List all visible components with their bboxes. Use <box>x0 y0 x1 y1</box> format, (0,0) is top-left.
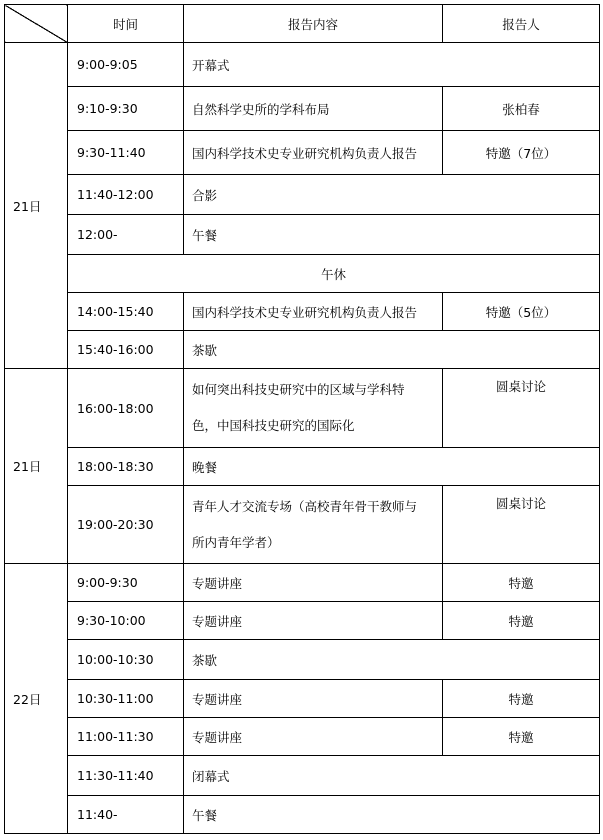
time-cell: 9:10-9:30 <box>68 87 184 131</box>
table-row <box>5 331 600 369</box>
time-cell: 9:00-9:05 <box>68 43 184 87</box>
speaker-cell: 圆桌讨论 <box>443 486 600 564</box>
content-line: 如何突出科技史研究中的区域与学科特 <box>192 382 405 397</box>
table-row <box>5 602 600 640</box>
content-cell: 晚餐 <box>184 448 600 486</box>
noon-break-label: 午休 <box>68 255 600 293</box>
time-cell: 19:00-20:30 <box>68 486 184 564</box>
day-label: 21日 <box>5 369 68 564</box>
time-cell: 10:00-10:30 <box>68 640 184 680</box>
time-cell: 12:00- <box>68 215 184 255</box>
speaker-cell: 特邀（7位） <box>443 131 600 175</box>
content-cell: 专题讲座 <box>184 564 443 602</box>
time-cell: 9:30-10:00 <box>68 602 184 640</box>
content-cell <box>184 369 443 448</box>
content-cell: 专题讲座 <box>184 680 443 718</box>
speaker-cell: 特邀（5位） <box>443 293 600 331</box>
content-line: 所内青年学者） <box>192 534 280 550</box>
speaker-cell: 圆桌讨论 <box>443 369 600 448</box>
table-row <box>5 718 600 756</box>
table-row <box>5 215 600 255</box>
content-cell <box>184 486 443 564</box>
table-row <box>5 293 600 331</box>
table-row <box>5 486 600 564</box>
time-cell: 18:00-18:30 <box>68 448 184 486</box>
time-cell: 15:40-16:00 <box>68 331 184 369</box>
content-cell: 专题讲座 <box>184 718 443 756</box>
table-row <box>5 680 600 718</box>
time-cell: 11:30-11:40 <box>68 756 184 796</box>
speaker-cell: 张柏春 <box>443 87 600 131</box>
content-cell: 自然科学史所的学科布局 <box>184 87 443 131</box>
noon-break-row <box>5 255 600 293</box>
content-cell: 国内科学技术史专业研究机构负责人报告 <box>184 293 443 331</box>
content-cell: 合影 <box>184 175 600 215</box>
header-content: 报告内容 <box>184 5 443 43</box>
speaker-cell: 特邀 <box>443 718 600 756</box>
speaker-cell: 特邀 <box>443 564 600 602</box>
table-row <box>5 796 600 834</box>
time-cell: 10:30-11:00 <box>68 680 184 718</box>
content-cell: 茶歇 <box>184 331 600 369</box>
content-cell: 午餐 <box>184 796 600 834</box>
day-label: 22日 <box>5 564 68 834</box>
content-cell: 国内科学技术史专业研究机构负责人报告 <box>184 131 443 175</box>
time-cell: 9:00-9:30 <box>68 564 184 602</box>
table-row <box>5 640 600 680</box>
table-row <box>5 87 600 131</box>
header-time: 时间 <box>68 5 184 43</box>
table-row <box>5 564 600 602</box>
time-cell: 11:40- <box>68 796 184 834</box>
table-row <box>5 43 600 87</box>
content-cell: 专题讲座 <box>184 602 443 640</box>
day-label: 21日 <box>5 43 68 369</box>
table-row <box>5 448 600 486</box>
content-cell: 闭幕式 <box>184 756 600 796</box>
time-cell: 11:40-12:00 <box>68 175 184 215</box>
content-line: 色，中国科技史研究的国际化 <box>192 418 355 433</box>
corner-diagonal-cell <box>5 5 68 43</box>
content-cell: 午餐 <box>184 215 600 255</box>
speaker-cell: 特邀 <box>443 602 600 640</box>
content-cell: 茶歇 <box>184 640 600 680</box>
time-cell: 16:00-18:00 <box>68 369 184 448</box>
header-speaker: 报告人 <box>443 5 600 43</box>
time-cell: 11:00-11:30 <box>68 718 184 756</box>
speaker-cell: 特邀 <box>443 680 600 718</box>
table-row <box>5 175 600 215</box>
time-cell: 9:30-11:40 <box>68 131 184 175</box>
content-line: 青年人才交流专场（高校青年骨干教师与 <box>192 498 418 514</box>
content-cell: 开幕式 <box>184 43 600 87</box>
table-row <box>5 756 600 796</box>
table-row <box>5 131 600 175</box>
time-cell: 14:00-15:40 <box>68 293 184 331</box>
table-row <box>5 369 600 448</box>
table-header-row <box>5 5 600 43</box>
schedule-table <box>4 4 600 834</box>
